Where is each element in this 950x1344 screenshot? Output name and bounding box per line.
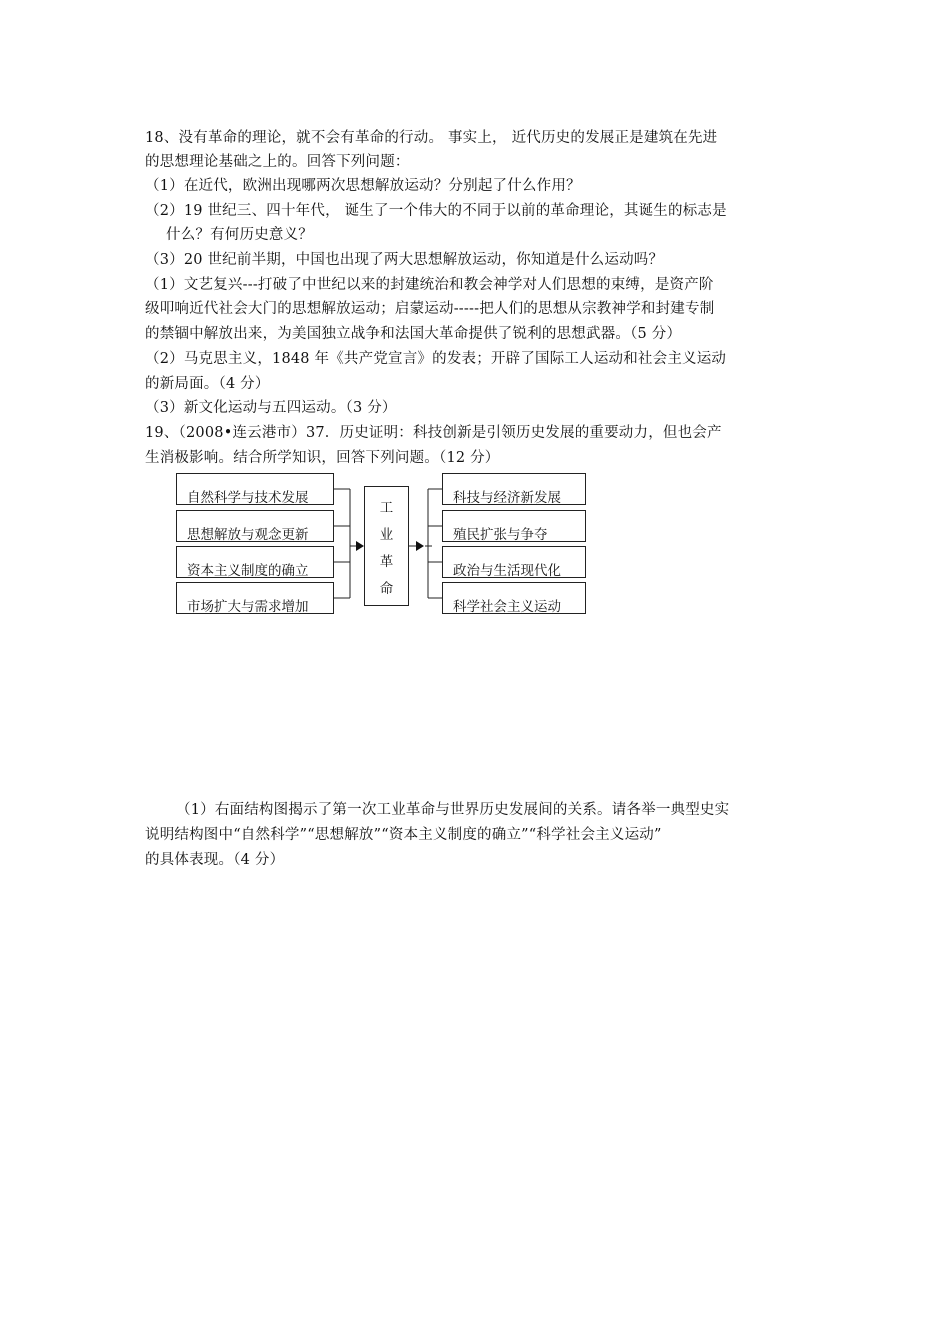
- q18-subquestion-2: （2）19 世纪三、四十年代， 诞生了一个伟大的不同于以前的革命理论，其诞生的标志是: [145, 203, 727, 219]
- q19-subquestion-1-line-2: 说明结构图中“自然科学”“思想解放”“资本主义制度的确立”“科学社会主义运动”: [145, 827, 662, 843]
- diagram-center-box-industrial-revolution: [364, 486, 409, 606]
- q18-answer-2-line-1: （2）马克思主义，1848 年《共产党宣言》的发表；开辟了国际工人运动和社会主义运动: [145, 351, 727, 367]
- q18-stem-line-2: 的思想理论基础之上的。回答下列问题：: [145, 154, 410, 170]
- diagram-left-box-4: 市场扩大与需求增加: [176, 582, 334, 614]
- diagram-right-box-4: 科学社会主义运动: [442, 582, 586, 614]
- center-char-1: 工: [379, 500, 394, 516]
- q18-subquestion-3: （3）20 世纪前半期，中国也出现了两大思想解放运动，你知道是什么运动吗？: [145, 252, 664, 268]
- q18-answer-1-line-2: 级叩响近代社会大门的思想解放运动；启蒙运动-----把人们的思想从宗教神学和封建专制: [145, 301, 715, 317]
- q18-answer-3: （3）新文化运动与五四运动。（3 分）: [145, 400, 397, 416]
- q18-answer-2-line-2: 的新局面。（4 分）: [145, 376, 270, 392]
- q19-stem-line-2: 生消极影响。结合所学知识，回答下列问题。（12 分）: [145, 450, 500, 466]
- arrow-right-icon: [416, 541, 424, 551]
- q18-answer-1-line-3: 的禁锢中解放出来，为美国独立战争和法国大革命提供了锐利的思想武器。（5 分）: [145, 326, 682, 342]
- diagram-right-box-2: 殖民扩张与争夺: [442, 510, 586, 542]
- center-char-3: 革: [379, 554, 394, 570]
- diagram-right-box-1: 科技与经济新发展: [442, 473, 586, 505]
- diagram-left-box-1: 自然科学与技术发展: [176, 473, 334, 505]
- q19-stem-line-1: 19、（2008•连云港市）37．历史证明：科技创新是引领历史发展的重要动力，但也会产: [145, 425, 722, 441]
- q18-stem-line-1: 18、没有革命的理论，就不会有革命的行动。 事实上， 近代历史的发展正是建筑在先进: [145, 130, 718, 146]
- q18-subquestion-2-cont: 什么？有何历史意义？: [166, 227, 313, 243]
- diagram-left-box-3: 资本主义制度的确立: [176, 546, 334, 578]
- center-char-4: 命: [379, 581, 394, 597]
- q19-subquestion-1-line-3: 的具体表现。（4 分）: [145, 852, 285, 868]
- q18-subquestion-1: （1）在近代，欧洲出现哪两次思想解放运动？分别起了什么作用？: [145, 178, 581, 194]
- arrow-right-icon: [356, 541, 364, 551]
- center-char-2: 业: [379, 527, 394, 543]
- diagram-left-box-2: 思想解放与观念更新: [176, 510, 334, 542]
- diagram-right-box-3: 政治与生活现代化: [442, 546, 586, 578]
- q18-answer-1-line-1: （1）文艺复兴---打破了中世纪以来的封建统治和教会神学对人们思想的束缚，是资产阶: [145, 277, 714, 293]
- q19-subquestion-1-line-1: （1）右面结构图揭示了第一次工业革命与世界历史发展间的关系。请各举一典型史实: [176, 802, 730, 818]
